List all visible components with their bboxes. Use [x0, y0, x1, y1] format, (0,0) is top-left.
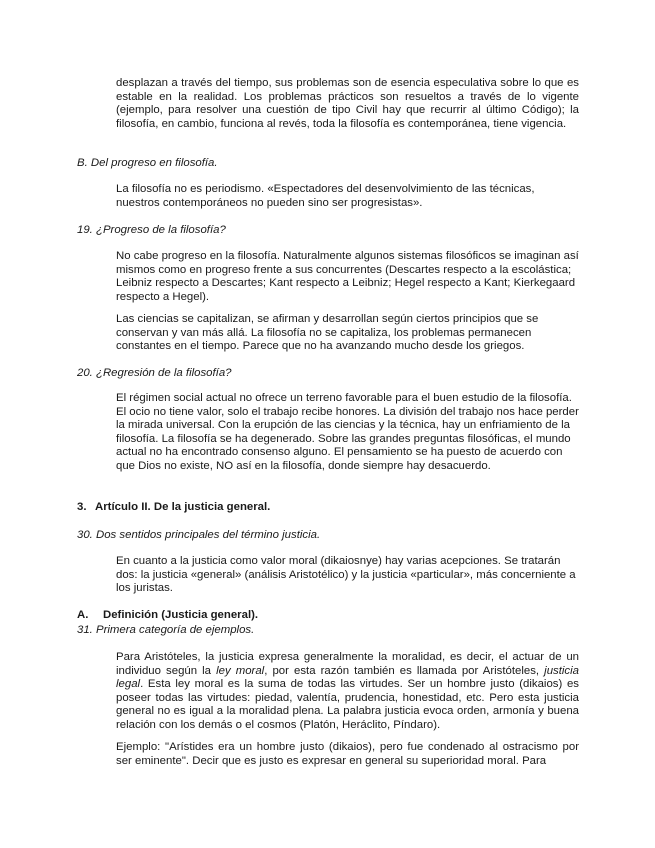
section-heading-20: 20. ¿Regresión de la filosofía?	[77, 367, 232, 379]
section-heading-b: B. Del progreso en filosofía.	[77, 157, 218, 169]
paragraph-19-a: No cabe progreso en la filosofía. Naturalmente algunos sistemas filosóficos se imaginan así mismos como en progreso frente a sus concurrentes (Descartes respecto a la escolástica; Leibniz respecto a Descartes; Kant respecto a Leibniz; Hegel respecto a Kant; Kierkegaard respecto a Hegel).	[116, 250, 579, 303]
term-ley-moral: ley moral	[216, 664, 265, 677]
term-justicia-legal: justicia legal	[116, 664, 579, 691]
paragraph-31-b: Ejemplo: "Arístides era un hombre justo (dikaios), pero fue condenado al ostracismo por ser eminente". Decir que es justo es expresar en general su superioridad moral. Para	[116, 741, 579, 767]
article-heading	[77, 501, 270, 515]
paragraph-19-b: Las ciencias se capitalizan, se afirman y desarrollan según ciertos principios que se conservan y van más allá. La filosofía no se capitaliza, los problemas permanecen constantes en el tiempo. Parece que no ha avanzando mucho desde los griegos.	[116, 313, 539, 353]
section-heading-19: 19. ¿Progreso de la filosofía?	[77, 224, 226, 236]
paragraph-30: En cuanto a la justicia como valor moral (dikaiosnye) hay varias acepciones. Se tratarán dos: la justicia «general» (análisis Aristotélico) y la justicia «particular», más concerniente a los juristas.	[116, 555, 576, 595]
section-heading-30: 30. Dos sentidos principales del término justicia.	[77, 529, 321, 541]
article-title: Artículo II. De la justicia general.	[95, 501, 271, 513]
section-heading-31: 31. Primera categoría de ejemplos.	[77, 624, 255, 636]
paragraph-31-a-text-2: , por esta razón también es llamada por Aristóteles,	[264, 664, 545, 677]
paragraph-b: La filosofía no es periodismo. «Espectadores del desenvolvimiento de las técnicas, nuestros contemporáneos no pueden sino ser progresistas».	[116, 183, 535, 209]
paragraph-intro: desplazan a través del tiempo, sus problemas son de esencia especulativa sobre lo que es estable en la realidad. Los problemas prácticos son resueltos a través de lo vigente (ejemplo, para resolver una cuestión de tipo Civil hay que recurrir al último Código); la filosofía, en cambio, funciona al revés, toda la filosofía es contemporánea, tiene vigencia.	[116, 77, 579, 130]
paragraph-31-a	[116, 651, 579, 733]
subsection-title: Definición (Justicia general).	[103, 609, 259, 621]
paragraph-20: El régimen social actual no ofrece un terreno favorable para el buen estudio de la filosofía. El ocio no tiene valor, solo el trabajo recibe honores. La división del trabajo nos hace perder la mirada universal. Con la erupción de las ciencias y la técnica, hay un enfriamiento de la filosofía. La filosofía se ha degenerado. Sobre las grandes preguntas filosóficas, el mundo actual no ha encontrado consenso alguno. El pensamiento se ha puesto de acuerdo con que Dios no existe, NO así en la filosofía, donde siempre hay desacuerdo.	[116, 392, 579, 472]
paragraph-31-a-text-1: Para Aristóteles, la justicia expresa generalmente la moralidad, es decir, el actuar de un individuo según la	[116, 651, 579, 677]
paragraph-31-a-text-3: . Esta ley moral es la suma de todas las virtudes. Ser un hombre justo (dikaios) es poseer todas las virtudes: piedad, valentía, prudencia, honestidad, etc. Pero esta justicia general no es igual a la moralidad plena. La palabra justicia evoca orden, armonía y buena relación con los demás o el cosmos (Platón, Heráclito, Píndaro).	[116, 678, 579, 731]
subsection-heading-a	[77, 609, 258, 623]
article-number: 3.	[77, 501, 87, 513]
subsection-letter: A.	[77, 609, 89, 621]
